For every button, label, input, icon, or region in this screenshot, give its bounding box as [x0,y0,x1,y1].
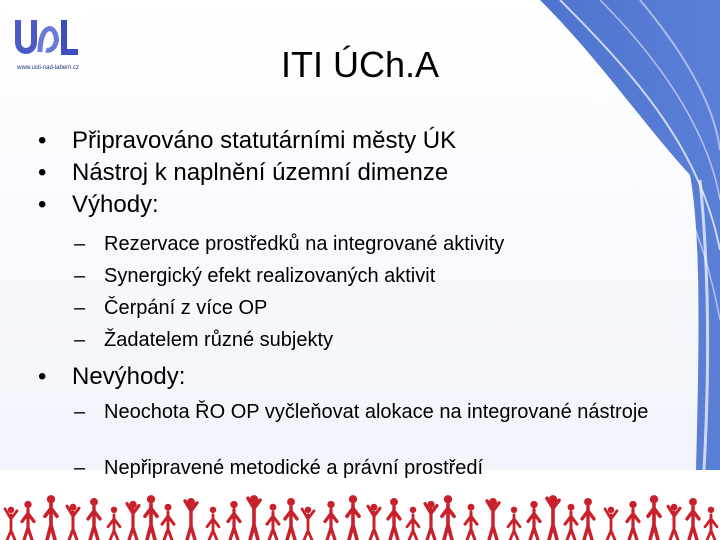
sub-bullet-item [74,400,674,456]
bullet-symbol: • [38,191,47,218]
person-figure-icon [668,504,680,540]
sub-bullet-text: Nepřipravené metodické a právní prostředí [104,457,484,479]
person-figure-icon [108,507,120,540]
person-figure-icon [508,507,520,540]
sub-bullet-text: Neochota ŘO OP vyčleňovat alokace na integrované nástroje [104,401,649,423]
person-figure-icon [528,501,540,540]
sub-bullet-symbol: – [74,297,86,319]
sub-bullet-symbol: – [74,329,86,351]
person-figure-icon [648,495,660,540]
person-figure-icon [547,495,559,540]
person-figure-icon [487,498,499,540]
bullet-item [38,158,688,190]
person-figure-icon [565,504,577,540]
sub-bullet-text: Rezervace prostředků na integrované aktivity [104,233,505,255]
person-figure-icon [248,495,260,540]
person-figure-icon [228,501,240,540]
sub-bullet-item [74,296,688,328]
bullet-text: Nevýhody: [72,363,186,390]
person-figure-icon [368,504,380,540]
bullet-text: Nástroj k naplnění územní dimenze [72,159,449,186]
sub-bullet-symbol: – [74,233,86,255]
sub-bullet-symbol: – [74,457,86,479]
person-figure-icon [465,504,477,540]
sub-bullet-text: Synergický efekt realizovaných aktivit [104,265,436,287]
person-figure-icon [285,498,297,540]
bullet-symbol: • [38,159,47,186]
person-figure-icon [627,501,639,540]
bullet-item [38,126,688,158]
person-figure-icon [45,495,57,540]
person-figure-icon [605,507,617,540]
person-figure-icon [267,504,279,540]
sub-bullet-item [74,456,688,484]
person-figure-icon [207,507,219,540]
person-figure-icon [442,495,454,540]
bullet-text: Připravováno statutárními městy ÚK [72,127,457,154]
bullet-item [38,362,688,394]
bullet-symbol: • [38,127,47,154]
sub-bullet-item [74,264,688,296]
person-figure-icon [127,501,139,540]
person-figure-icon [388,498,400,540]
person-figure-icon [145,495,157,540]
person-figure-icon [302,507,314,540]
slide-title: ITI ÚCh.A [280,44,440,85]
person-figure-icon [185,498,197,540]
person-figure-icon [705,507,717,540]
sub-bullet-symbol: – [74,265,86,287]
bullet-item [38,190,688,222]
logo-url: www.usti-nad-labem.cz [12,64,84,72]
bullet-text: Výhody: [72,191,159,218]
sub-bullet-item [74,328,688,362]
person-figure-icon [22,501,34,540]
person-figure-icon [347,495,359,540]
person-figure-icon [67,504,79,540]
sub-bullet-item [74,232,688,264]
person-figure-icon [325,501,337,540]
sub-bullet-text: Žadatelem různé subjekty [104,329,334,351]
people-figures-decoration [0,488,720,540]
sub-bullet-symbol: – [74,401,86,423]
person-figure-icon [5,507,17,540]
person-figure-icon [425,501,437,540]
person-figure-icon [582,498,594,540]
person-figure-icon [687,498,699,540]
person-figure-icon [88,498,100,540]
person-figure-icon [162,504,174,540]
bullet-symbol: • [38,363,47,390]
person-figure-icon [407,507,419,540]
bullet-list [38,126,688,484]
sub-bullet-text: Čerpání z více OP [104,297,268,319]
